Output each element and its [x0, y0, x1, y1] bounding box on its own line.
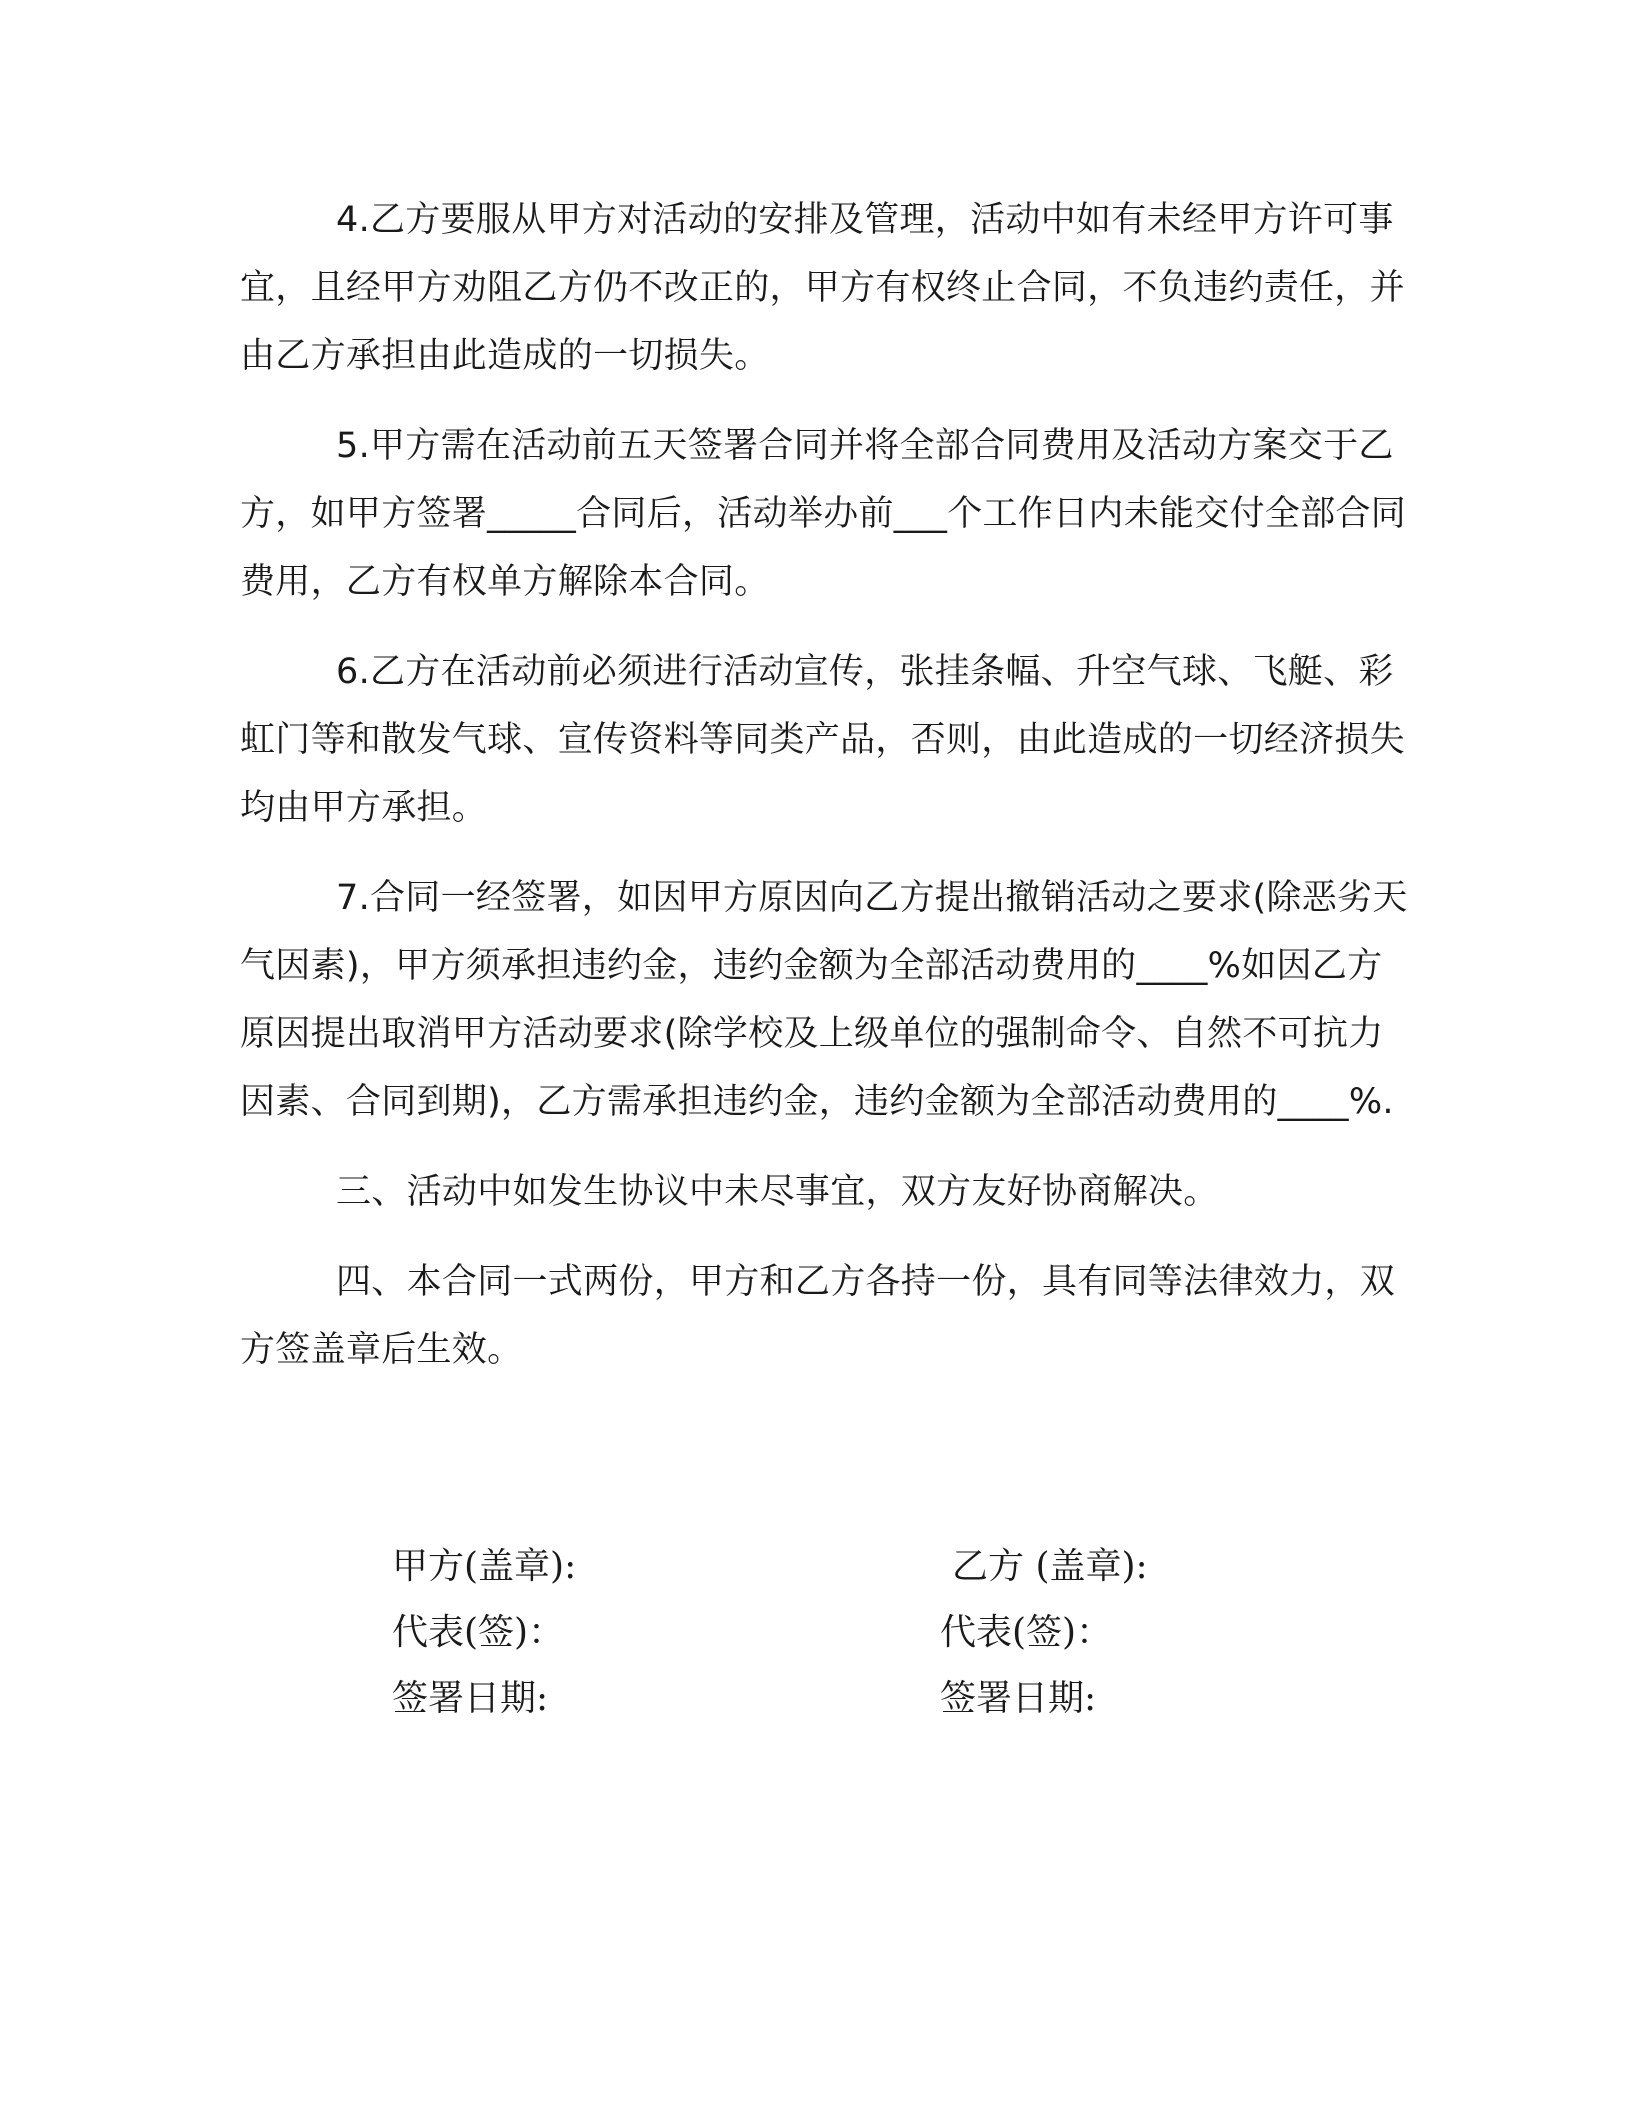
clause-3-unresolved-matters: 三、活动中如发生协议中未尽事宜，双方友好协商解决。	[336, 1172, 1219, 1212]
party-b-representative-label: 代表(签)：	[940, 1612, 1113, 1653]
party-b-seal-label: 乙方 (盖章):	[952, 1546, 1148, 1587]
clause-7: 7.合同一经签署，如因甲方原因向乙方提出撤销活动之要求(除恶劣天气因素)，甲方须承担违约金，违约金额为全部活动费用的____%如因乙方原因提出取消甲方活动要求(除学校及上级单位的强制命令、自然不可抗力因素、合同到期)，乙方需承担违约金，违约金额为全部活动费用的____%.	[240, 878, 1408, 1122]
clause-4-copies: 四、本合同一式两份，甲方和乙方各持一份，具有同等法律效力，双方签盖章后生效。	[240, 1262, 1396, 1370]
contract-body	[240, 186, 1410, 1406]
clause-5: 5.甲方需在活动前五天签署合同并将全部合同费用及活动方案交于乙方，如甲方签署_____合同后，活动举办前___个工作日内未能交付全部合同费用，乙方有权单方解除本合同。	[240, 426, 1407, 602]
clause-4: 4.乙方要服从甲方对活动的安排及管理，活动中如有未经甲方许可事宜，且经甲方劝阻乙方仍不改正的，甲方有权终止合同，不负违约责任，并由乙方承担由此造成的一切损失。	[240, 200, 1405, 376]
party-a-signature	[392, 1534, 576, 1732]
party-a-representative-label: 代表(签)：	[392, 1612, 565, 1653]
party-a-seal-label: 甲方(盖章):	[392, 1546, 577, 1587]
party-b-signature	[940, 1534, 1148, 1732]
party-b-date-label: 签署日期:	[940, 1678, 1097, 1719]
clause-6: 6.乙方在活动前必须进行活动宣传，张挂条幅、升空气球、飞艇、彩虹门等和散发气球、宣传资料等同类产品，否则，由此造成的一切经济损失均由甲方承担。	[240, 652, 1405, 828]
party-a-date-label: 签署日期:	[392, 1678, 549, 1719]
